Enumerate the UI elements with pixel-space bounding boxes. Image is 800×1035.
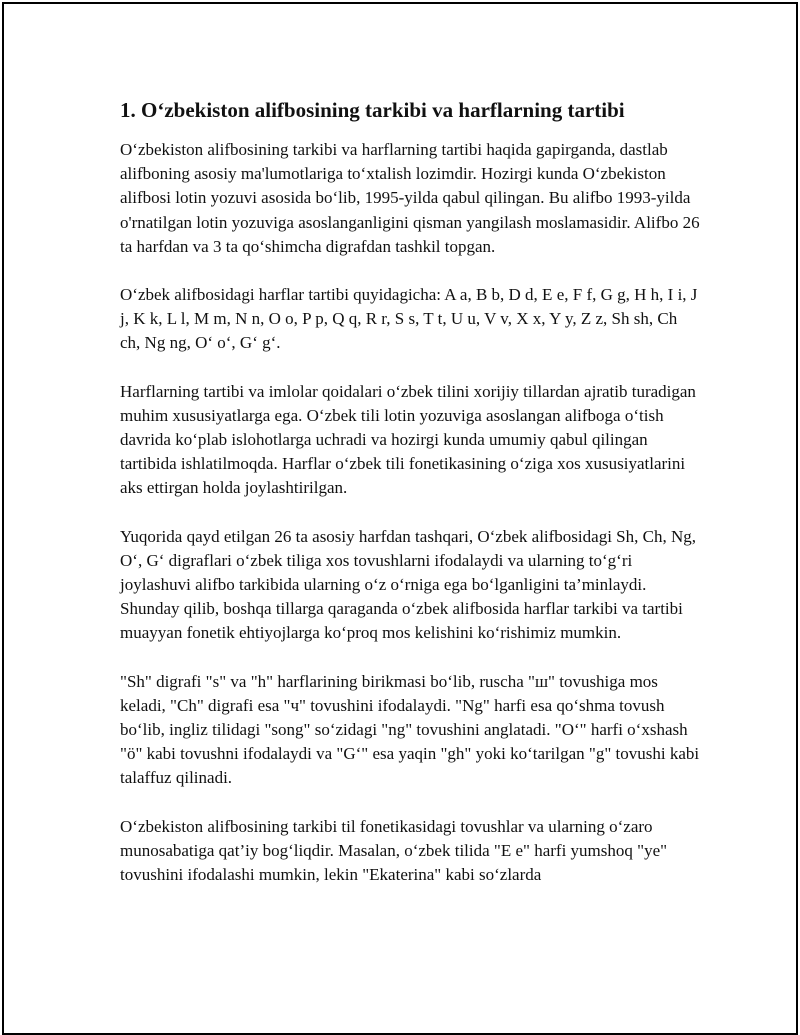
document-page <box>2 2 798 1035</box>
paragraph-spelling-rules: Harflarning tartibi va imlolar qoidalari o‘zbek tilini xorijiy tillardan ajratib turadigan muhim xususiyatlarga ega. O‘zbek tili lotin yozuviga asoslangan alifboga o‘tish davrida ko‘plab islohotlarga uchradi va hozirgi kunda umumiy qabul qilingan tartibida ishlatilmoqda. Harflar o‘zbek tili fonetikasining o‘ziga xos xususiyatlarini aks ettirgan holda joylashtirilgan. <box>120 381 696 498</box>
paragraph-alphabet-intro: O‘zbekiston alifbosining tarkibi va harflarning tartibi haqida gapirganda, dastlab alifboning asosiy ma'lumotlariga to‘xtalish lozimdir. Hozirgi kunda O‘zbekiston alifbosi lotin yozuvi asosida bo‘lib, 1995-yilda qabul qilingan. Bu alifbo 1993-yilda o'rnatilgan lotin yozuviga asoslanganligini qisman yangilash moslamasidir. Alifbo 26 ta harfdan va 3 ta qo‘shimcha digrafdan tashkil topgan. <box>120 140 700 256</box>
document-body <box>120 96 700 911</box>
section-heading: 1. O‘zbekiston alifbosining tarkibi va harflarning tartibi <box>120 98 625 122</box>
paragraph-digraph-sounds: "Sh" digrafi "s" va "h" harflarining birikmasi bo‘lib, ruscha "ш" tovushiga mos keladi, "Ch" digrafi esa "ч" tovushini ifodalaydi. "Ng" harfi esa qo‘shma tovush bo‘lib, ingliz tilidagi "song" so‘zidagi "ng" tovushini anglatadi. "O‘" harfi o‘xshash "ö" kabi tovushni ifodalaydi va "G‘" esa yaqin "gh" yoki ko‘tarilgan "g" tovushi kabi talaffuz qilinadi. <box>120 671 700 788</box>
paragraph-letter-order: O‘zbek alifbosidagi harflar tartibi quyidagicha: A a, B b, D d, E e, F f, G g, H h, I i, J j, K k, L l, M m, N n, O o, P p, Q q, R r, S s, T t, U u, V v, X x, Y y, Z z, Sh sh, Ch ch, Ng ng, O‘ o‘, G‘ g‘. <box>120 285 698 353</box>
paragraph-digraphs: Yuqorida qayd etilgan 26 ta asosiy harfdan tashqari, O‘zbek alifbosidagi Sh, Ch, Ng, O‘, G‘ digraflari o‘zbek tiliga xos tovushlarni ifodalaydi va ularning to‘g‘ri joylashuvi alifbo tarkibida ularning o‘z o‘rniga ega bo‘lganligini ta’minlaydi. Shunday qilib, boshqa tillarga qaraganda o‘zbek alifbosida harflar tarkibi va tartibi muayyan fonetik ehtiyojlarga ko‘proq mos kelishini ko‘rishimiz mumkin. <box>120 526 696 643</box>
paragraph-phonetics: O‘zbekiston alifbosining tarkibi til fonetikasidagi tovushlar va ularning o‘zaro munosabatiga qat’iy bog‘liqdir. Masalan, o‘zbek tilida "E e" harfi yumshoq "ye" tovushini ifodalashi mumkin, lekin "Ekaterina" kabi so‘zlarda <box>120 816 668 885</box>
